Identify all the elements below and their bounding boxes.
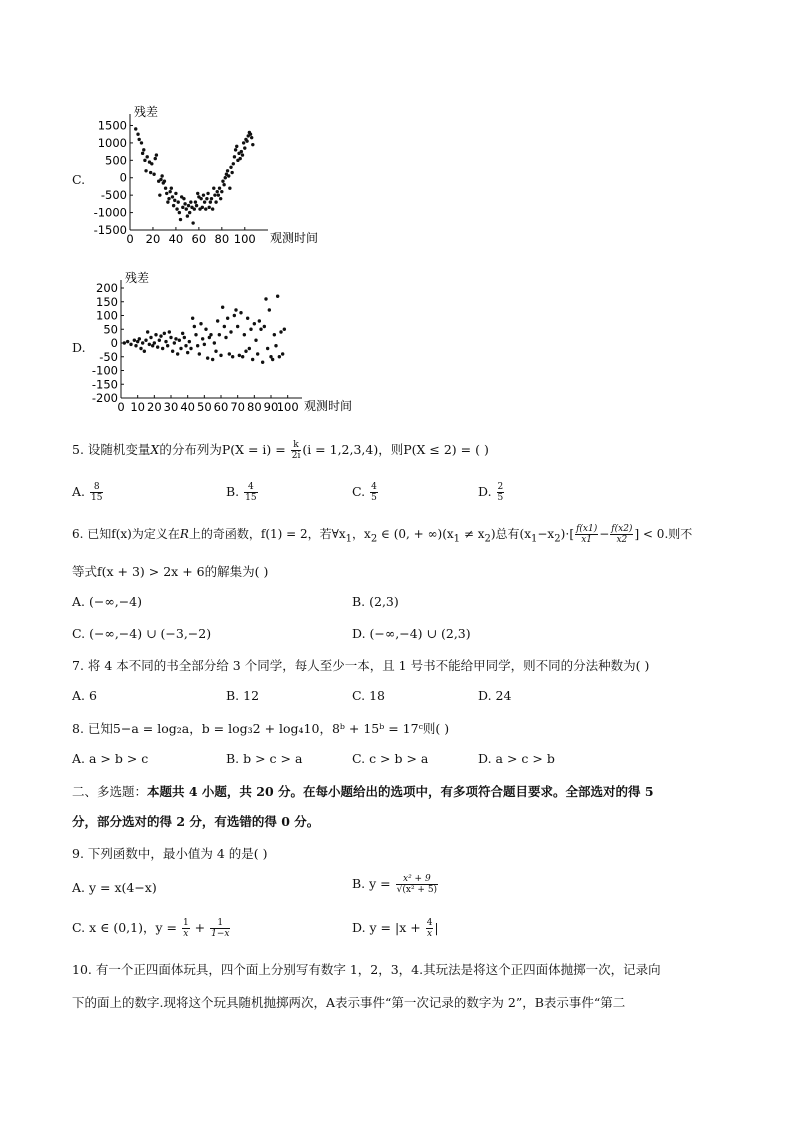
data-point xyxy=(271,358,274,361)
y-tick-label: 1500 xyxy=(97,118,127,133)
data-point xyxy=(283,328,286,331)
data-point xyxy=(233,314,236,317)
data-point xyxy=(263,325,266,328)
q8-option-d[interactable]: D. a > c > b xyxy=(478,751,555,766)
x-tick-label: 20 xyxy=(147,400,162,414)
data-point xyxy=(218,333,221,336)
residual-plot-c xyxy=(92,100,342,260)
q6-option-c[interactable]: C. (−∞,−4) ∪ (−3,−2) xyxy=(72,626,212,641)
data-point xyxy=(183,336,186,339)
q7-option-b[interactable]: B. 12 xyxy=(226,688,260,703)
data-point xyxy=(179,347,182,350)
data-point xyxy=(227,174,230,177)
data-point xyxy=(193,207,196,210)
data-point xyxy=(189,200,192,203)
data-point xyxy=(222,183,225,186)
data-point xyxy=(274,344,277,347)
y-tick-label: 500 xyxy=(105,153,127,168)
data-point xyxy=(178,211,181,214)
data-point xyxy=(209,333,212,336)
data-point xyxy=(203,343,206,346)
data-point xyxy=(173,199,176,202)
data-point xyxy=(249,132,252,135)
data-point xyxy=(194,333,197,336)
data-point xyxy=(176,352,179,355)
data-point xyxy=(167,197,170,200)
data-point xyxy=(168,330,171,333)
data-point xyxy=(276,295,279,298)
data-point xyxy=(143,350,146,353)
y-tick-label: -200 xyxy=(91,391,118,405)
data-point xyxy=(188,340,191,343)
data-point xyxy=(163,180,166,183)
q9-option-d[interactable]: D. y = |x + $\frac{4}{x}$ | xyxy=(352,918,439,939)
data-point xyxy=(142,148,145,151)
q7-option-d[interactable]: D. 24 xyxy=(478,688,512,703)
data-point xyxy=(198,352,201,355)
q8-option-a[interactable]: A. a > b > c xyxy=(72,751,149,766)
data-point xyxy=(261,361,264,364)
data-point xyxy=(194,200,197,203)
data-point xyxy=(229,166,232,169)
x-tick-label: 70 xyxy=(230,400,245,414)
data-point xyxy=(196,344,199,347)
data-point xyxy=(221,306,224,309)
data-point xyxy=(278,355,281,358)
data-point xyxy=(166,200,169,203)
data-point xyxy=(248,347,251,350)
data-point xyxy=(251,143,254,146)
q5-option-c[interactable]: C. $\frac{4}{5}$ xyxy=(352,482,377,503)
data-point xyxy=(214,350,217,353)
x-tick-label: 60 xyxy=(213,400,229,414)
data-point xyxy=(137,138,140,141)
data-point xyxy=(238,354,241,357)
data-point xyxy=(144,169,147,172)
data-point xyxy=(202,193,205,196)
data-point xyxy=(146,330,149,333)
question-6-line2: 等式f(x + 3) > 2x + 6的解集为( ) xyxy=(72,564,269,579)
data-point xyxy=(183,202,186,205)
data-point xyxy=(161,347,164,350)
x-tick-label: 30 xyxy=(163,400,179,414)
data-point xyxy=(172,204,175,207)
data-point xyxy=(224,176,227,179)
x-tick-label: 80 xyxy=(247,400,262,414)
data-point xyxy=(173,341,176,344)
data-point xyxy=(241,355,244,358)
data-point xyxy=(134,344,137,347)
data-point xyxy=(254,339,257,342)
data-point xyxy=(223,325,226,328)
data-point xyxy=(187,204,190,207)
data-point xyxy=(129,343,132,346)
data-point xyxy=(184,344,187,347)
data-point xyxy=(228,352,231,355)
x-tick-label: 10 xyxy=(130,400,145,414)
data-point xyxy=(241,153,244,156)
data-point xyxy=(144,339,147,342)
data-point xyxy=(205,197,208,200)
x-tick-label: 90 xyxy=(263,400,279,414)
y-tick-label: 1000 xyxy=(97,135,127,150)
y-tick-label: 150 xyxy=(96,294,118,309)
q8-option-c[interactable]: C. c > b > a xyxy=(352,751,429,766)
data-point xyxy=(154,333,157,336)
data-point xyxy=(213,341,216,344)
section-2-header-line2: 分，部分选对的得 2 分，有选错的得 0 分。 xyxy=(72,814,320,829)
data-point xyxy=(138,337,141,340)
question-5: 5. 设随机变量X的分布列为P(X = i) = $\frac{k}{2i}$ (i = 1,2,3,4)，则P(X ≤ 2) = ( ) xyxy=(72,440,489,461)
data-point xyxy=(160,174,163,177)
residual-plot-d xyxy=(88,270,378,420)
data-point xyxy=(234,148,237,151)
q6-option-b[interactable]: B. (2,3) xyxy=(352,594,399,609)
data-point xyxy=(153,341,156,344)
x-tick-label: 20 xyxy=(145,232,161,246)
q7-option-c[interactable]: C. 18 xyxy=(352,688,385,703)
data-point xyxy=(251,358,254,361)
data-point xyxy=(232,162,235,165)
data-point xyxy=(236,325,239,328)
option-d-label: D. xyxy=(72,340,86,355)
data-point xyxy=(216,319,219,322)
data-point xyxy=(134,127,137,130)
x-tick-label: 80 xyxy=(214,232,230,246)
q6-option-d[interactable]: D. (−∞,−4) ∪ (2,3) xyxy=(352,626,471,641)
data-point xyxy=(165,192,168,195)
data-point xyxy=(206,356,209,359)
data-point xyxy=(203,200,206,203)
x-tick-label: 100 xyxy=(233,232,256,246)
data-point xyxy=(177,200,180,203)
x-tick-label: 100 xyxy=(276,400,299,414)
q5-option-d[interactable]: D. $\frac{2}{5}$ xyxy=(478,482,504,503)
data-point xyxy=(250,136,253,139)
data-point xyxy=(212,186,215,189)
data-point xyxy=(226,317,229,320)
x-axis-label: 观测时间 xyxy=(304,399,353,413)
x-tick-label: 40 xyxy=(168,232,184,246)
data-point xyxy=(126,340,129,343)
q8-option-b[interactable]: B. b > c > a xyxy=(226,751,303,766)
data-point xyxy=(226,169,229,172)
y-tick-label: -100 xyxy=(91,363,118,378)
data-point xyxy=(273,333,276,336)
y-tick-label: 100 xyxy=(96,308,118,323)
data-point xyxy=(206,192,209,195)
data-point xyxy=(136,132,139,135)
data-point xyxy=(185,207,188,210)
y-axis-label: 残差 xyxy=(125,271,150,285)
data-point xyxy=(196,192,199,195)
data-point xyxy=(210,197,213,200)
data-point xyxy=(154,157,157,160)
data-point xyxy=(219,354,222,357)
q5-option-b[interactable]: B. $\frac{4}{15}$ xyxy=(226,482,257,503)
data-point xyxy=(159,178,162,181)
data-point xyxy=(234,308,237,311)
data-point xyxy=(139,347,142,350)
data-point xyxy=(141,152,144,155)
data-point xyxy=(211,207,214,210)
data-point xyxy=(186,351,189,354)
data-point xyxy=(199,322,202,325)
data-point xyxy=(164,186,167,189)
data-point xyxy=(152,173,155,176)
data-point xyxy=(228,186,231,189)
data-point xyxy=(133,339,136,342)
data-point xyxy=(158,193,161,196)
data-point xyxy=(239,311,242,314)
x-tick-label: 60 xyxy=(191,232,207,246)
data-point xyxy=(168,190,171,193)
question-7: 7. 将 4 本不同的书全部分给 3 个同学，每人至少一本，且 1 号书不能给甲同学，则不同的分法种数为( ) xyxy=(72,658,650,673)
data-point xyxy=(279,330,282,333)
y-tick-label: -500 xyxy=(100,188,127,203)
data-point xyxy=(169,336,172,339)
data-point xyxy=(266,347,269,350)
q9-option-a[interactable]: A. y = x(4−x) xyxy=(72,880,157,895)
data-point xyxy=(240,150,243,153)
y-tick-label: -50 xyxy=(99,349,118,364)
y-tick-label: -1500 xyxy=(93,223,127,237)
x-tick-label: 0 xyxy=(117,400,125,414)
data-point xyxy=(209,200,212,203)
y-axis-label: 残差 xyxy=(134,105,159,119)
data-point xyxy=(243,333,246,336)
data-point xyxy=(224,336,227,339)
data-point xyxy=(281,352,284,355)
x-tick-label: 0 xyxy=(126,232,134,246)
q7-option-a[interactable]: A. 6 xyxy=(72,688,97,703)
data-point xyxy=(245,139,248,142)
q6-option-a[interactable]: A. (−∞,−4) xyxy=(72,594,143,609)
data-point xyxy=(258,319,261,322)
data-point xyxy=(246,317,249,320)
data-point xyxy=(229,330,232,333)
data-point xyxy=(243,146,246,149)
data-point xyxy=(188,211,191,214)
data-point xyxy=(150,162,153,165)
q5-option-a[interactable]: A. $\frac{8}{15}$ xyxy=(72,482,103,503)
data-point xyxy=(179,218,182,221)
y-tick-label: -1000 xyxy=(93,205,127,220)
data-point xyxy=(171,350,174,353)
question-6-line1: 6. 已知f(x)为定义在R上的奇函数，f(1) = 2，若$\forall x_1$，$x_2$ ∈ (0, + $\infty)(x_1 \ne x_2)$总有$(x_1-x_2)\cdot$[ $\frac{f(x1)}{x1}$ − $\frac{f(x2)}{x2}$ ] < 0.则不 xyxy=(72,524,693,545)
data-point xyxy=(195,204,198,207)
data-point xyxy=(123,341,126,344)
data-point xyxy=(264,297,267,300)
data-point xyxy=(143,159,146,162)
q9-option-c[interactable]: C. x ∈ (0,1)，y = $\frac{1}{x}$ + $\frac{1}{1-x}$ xyxy=(72,918,230,939)
data-point xyxy=(213,193,216,196)
question-9: 9. 下列函数中，最小值为 4 的是( ) xyxy=(72,846,268,861)
y-tick-label: 50 xyxy=(103,322,118,337)
data-point xyxy=(174,192,177,195)
question-10-line2: 下的面上的数字.现将这个玩具随机抛掷两次，A表示事件“第一次记录的数字为 2”，B表示事件“第二 xyxy=(72,995,626,1010)
data-point xyxy=(182,197,185,200)
x-axis-label: 观测时间 xyxy=(270,231,319,245)
data-point xyxy=(175,207,178,210)
data-point xyxy=(249,328,252,331)
data-point xyxy=(171,195,174,198)
data-point xyxy=(217,193,220,196)
data-point xyxy=(159,334,162,337)
y-tick-label: 200 xyxy=(96,281,118,295)
data-point xyxy=(242,141,245,144)
data-point xyxy=(191,221,194,224)
data-point xyxy=(158,339,161,342)
y-tick-label: 0 xyxy=(110,336,118,350)
section-2-header: 二、多选题：本题共 4 小题，共 20 分。在每小题给出的选项中，有多项符合题目要求。全部选对的得 5 xyxy=(72,784,654,799)
data-point xyxy=(149,336,152,339)
data-point xyxy=(201,337,204,340)
data-point xyxy=(201,206,204,209)
data-point xyxy=(163,332,166,335)
data-point xyxy=(268,308,271,311)
y-tick-label: -150 xyxy=(91,377,118,392)
x-tick-label: 40 xyxy=(180,400,195,414)
question-8: 8. 已知5−a = log₂a，b = log₃2 + log₄10，8ᵇ + 15ᵇ = 17ᶜ则( ) xyxy=(72,721,450,736)
data-point xyxy=(219,197,222,200)
data-point xyxy=(230,171,233,174)
data-point xyxy=(211,358,214,361)
data-point xyxy=(189,347,192,350)
data-point xyxy=(181,206,184,209)
data-point xyxy=(146,155,149,158)
data-point xyxy=(231,355,234,358)
data-point xyxy=(259,328,262,331)
data-point xyxy=(208,206,211,209)
data-point xyxy=(193,325,196,328)
data-point xyxy=(141,341,144,344)
y-tick-label: 0 xyxy=(119,170,127,185)
question-10-line1: 10. 有一个正四面体玩具，四个面上分别写有数字 1，2，3，4.其玩法是将这个正四面体抛掷一次，记录向 xyxy=(72,962,661,977)
data-point xyxy=(218,186,221,189)
data-point xyxy=(199,197,202,200)
data-point xyxy=(155,153,158,156)
data-point xyxy=(149,171,152,174)
data-point xyxy=(181,332,184,335)
data-point xyxy=(256,352,259,355)
data-point xyxy=(191,317,194,320)
data-point xyxy=(148,343,151,346)
data-point xyxy=(244,350,247,353)
q9-option-b[interactable]: B. y = $\frac{\text{x² + 9}}{\text{√(x² + 5)}}$ xyxy=(352,874,438,895)
data-point xyxy=(204,328,207,331)
data-point xyxy=(235,145,238,148)
data-point xyxy=(166,344,169,347)
data-point xyxy=(214,200,217,203)
data-point xyxy=(221,180,224,183)
x-tick-label: 50 xyxy=(197,400,212,414)
data-point xyxy=(238,157,241,160)
data-point xyxy=(164,340,167,343)
data-point xyxy=(174,337,177,340)
data-point xyxy=(233,155,236,158)
data-point xyxy=(220,190,223,193)
data-point xyxy=(156,345,159,348)
data-point xyxy=(204,207,207,210)
data-point xyxy=(216,190,219,193)
data-point xyxy=(178,339,181,342)
data-point xyxy=(170,186,173,189)
data-point xyxy=(186,214,189,217)
option-c-label: C. xyxy=(72,172,86,187)
data-point xyxy=(253,322,256,325)
data-point xyxy=(140,141,143,144)
